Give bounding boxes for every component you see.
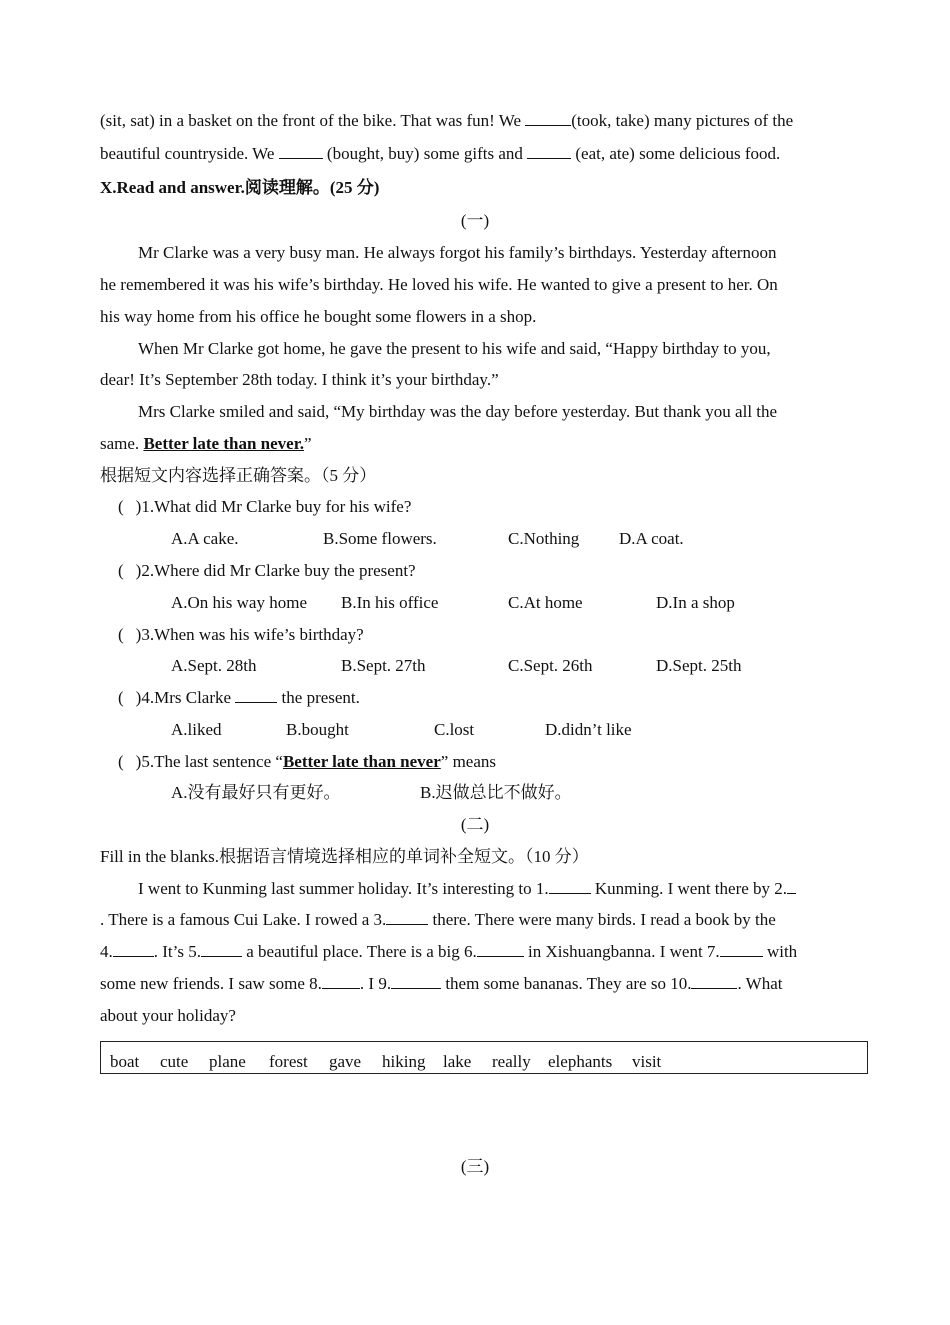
- part-label: (二): [460, 815, 490, 834]
- answer-blank[interactable]: [113, 941, 154, 957]
- answer-blank[interactable]: [322, 973, 360, 989]
- passage-line: about your holiday?: [100, 1006, 236, 1025]
- option-b[interactable]: B.In his office: [341, 593, 439, 612]
- passage-line: Mr Clarke was a very busy man. He always forgot his family’s birthdays. Yesterday afternoon: [138, 243, 777, 262]
- passage-line: (sit, sat) in a basket on the front of the bike. That was fun! We (took, take) many pictures of the: [100, 111, 794, 130]
- option-c[interactable]: C.At home: [508, 593, 583, 612]
- option-d[interactable]: D.didn’t like: [545, 720, 632, 739]
- option-c[interactable]: C.Sept. 26th: [508, 656, 593, 675]
- word-bank-item: elephants: [548, 1052, 613, 1071]
- answer-blank[interactable]: [477, 941, 524, 957]
- option-a[interactable]: A.A cake.: [171, 529, 239, 548]
- answer-blank[interactable]: [787, 878, 796, 894]
- option-a[interactable]: A.On his way home: [171, 593, 307, 612]
- question: ( )1.What did Mr Clarke buy for his wife?: [118, 497, 412, 516]
- option-a[interactable]: A.没有最好只有更好。: [171, 783, 341, 802]
- passage-line: same. Better late than never.”: [100, 434, 312, 453]
- question: ( )5.The last sentence “Better late than never” means: [118, 752, 497, 771]
- section-heading: X.Read and answer.阅读理解。(25 分): [100, 178, 380, 197]
- answer-blank[interactable]: [527, 143, 571, 159]
- word-bank-item: hiking: [382, 1052, 426, 1071]
- passage-line: he remembered it was his wife’s birthday. He loved his wife. He wanted to give a present to her. On: [100, 275, 778, 294]
- answer-paren[interactable]: (: [118, 497, 124, 516]
- word-bank-item: gave: [329, 1052, 362, 1071]
- passage-line: dear! It’s September 28th today. I think it’s your birthday.”: [100, 370, 499, 389]
- passage-line: When Mr Clarke got home, he gave the present to his wife and said, “Happy birthday to you,: [138, 339, 771, 358]
- idiom: Better late than never.: [143, 434, 304, 453]
- answer-paren[interactable]: (: [118, 752, 124, 771]
- part-label: (三): [460, 1157, 490, 1176]
- word-bank-item: boat: [110, 1052, 140, 1071]
- answer-blank[interactable]: [201, 941, 242, 957]
- option-a[interactable]: A.Sept. 28th: [171, 656, 257, 675]
- option-b[interactable]: B.Some flowers.: [323, 529, 437, 548]
- word-bank-item: cute: [160, 1052, 189, 1071]
- option-d[interactable]: D.Sept. 25th: [656, 656, 742, 675]
- question: ( )3.When was his wife’s birthday?: [118, 625, 364, 644]
- word-bank-item: plane: [209, 1052, 246, 1071]
- option-b[interactable]: B.Sept. 27th: [341, 656, 426, 675]
- question: ( )4.Mrs Clarke the present.: [118, 688, 360, 707]
- passage-line: . There is a famous Cui Lake. I rowed a 3. there. There were many birds. I read a book by the: [100, 910, 776, 929]
- passage-line: beautiful countryside. We (bought, buy) some gifts and (eat, ate) some delicious food.: [100, 144, 781, 163]
- passage-line: his way home from his office he bought some flowers in a shop.: [100, 307, 537, 326]
- option-c[interactable]: C.Nothing: [508, 529, 580, 548]
- answer-blank[interactable]: [235, 687, 277, 703]
- answer-blank[interactable]: [391, 973, 441, 989]
- answer-paren[interactable]: (: [118, 688, 124, 707]
- answer-blank[interactable]: [549, 878, 591, 894]
- question: ( )2.Where did Mr Clarke buy the present?: [118, 561, 416, 580]
- answer-paren[interactable]: (: [118, 625, 124, 644]
- word-bank-item: forest: [269, 1052, 308, 1071]
- instruction: 根据短文内容选择正确答案。（5 分）: [100, 466, 377, 485]
- option-d[interactable]: D.In a shop: [656, 593, 735, 612]
- passage-line: Mrs Clarke smiled and said, “My birthday was the day before yesterday. But thank you all the: [138, 402, 778, 421]
- option-d[interactable]: D.A coat.: [619, 529, 684, 548]
- answer-blank[interactable]: [720, 941, 763, 957]
- instruction: Fill in the blanks.根据语言情境选择相应的单词补全短文。（10 分）: [100, 847, 589, 866]
- word-bank-item: visit: [632, 1052, 662, 1071]
- answer-blank[interactable]: [691, 973, 737, 989]
- passage-line: 4. . It’s 5. a beautiful place. There is a big 6. in Xishuangbanna. I went 7. with: [100, 942, 798, 961]
- option-b[interactable]: B.迟做总比不做好。: [420, 783, 572, 802]
- part-label: (一): [460, 211, 490, 230]
- word-bank: [100, 1041, 868, 1074]
- option-c[interactable]: C.lost: [434, 720, 475, 739]
- word-bank-item: lake: [443, 1052, 472, 1071]
- passage-line: some new friends. I saw some 8. . I 9. them some bananas. They are so 10. . What: [100, 974, 783, 993]
- word-bank-item: really: [492, 1052, 531, 1071]
- answer-blank[interactable]: [386, 909, 428, 925]
- answer-blank[interactable]: [279, 143, 323, 159]
- option-a[interactable]: A.liked: [171, 720, 222, 739]
- answer-blank[interactable]: [525, 110, 571, 126]
- answer-paren[interactable]: (: [118, 561, 124, 580]
- passage-line: I went to Kunming last summer holiday. It’s interesting to 1. Kunming. I went there by 2.: [138, 878, 796, 900]
- option-b[interactable]: B.bought: [286, 720, 349, 739]
